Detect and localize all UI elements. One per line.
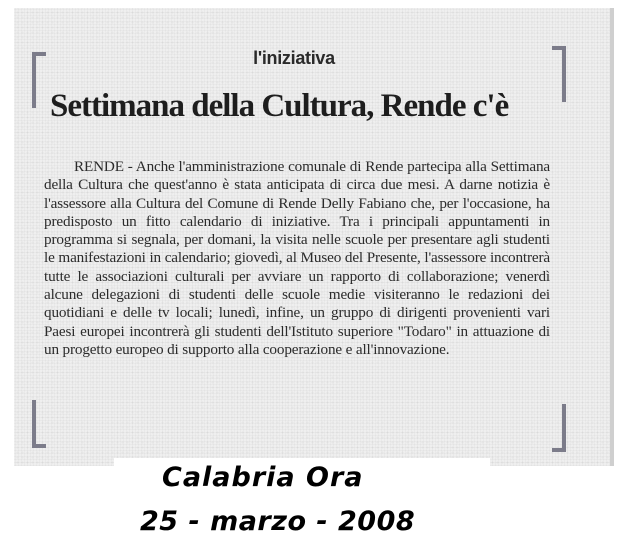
publication-date: 25 - marzo - 2008 xyxy=(140,506,416,537)
corner-bracket-bottom-right xyxy=(552,404,566,452)
article-kicker: l'iniziativa xyxy=(253,48,335,68)
article-body: RENDE - Anche l'amministrazione comunale di Rende partecipa alla Settimana della Cultura che quest'anno è stata anticipata di circa due mesi. A darne notizia è l'assessore alla Cultura del Comune di Rende Delly Fabiano che, per l'occasione, ha predisposto un fitto calendario di iniziative. Tra i principali appuntamenti in programma si segnala, per domani, la visita nelle scuole per presentare agli studenti le manifestazioni in calendario; giovedì, al Museo del Presente, l'assessore incontrerà tutte le associazioni culturali per avviare un rapporto di collaborazione; venerdì alcune delegazioni di studenti delle scuole medie visiteranno le redazioni dei quotidiani e delle tv locali; lunedì, infine, un gruppo di dirigenti provenienti vari Paesi europei incontrerà gli studenti dell'Istituto superiore "Todaro" in attuazione di un progetto europeo di supporto alla cooperazione e all'innovazione. xyxy=(44,158,550,358)
newspaper-clipping xyxy=(14,8,614,466)
newspaper-name: Calabria Ora xyxy=(162,462,364,493)
corner-bracket-bottom-left xyxy=(32,400,46,448)
article-headline: Settimana della Cultura, Rende c'è xyxy=(50,88,509,124)
